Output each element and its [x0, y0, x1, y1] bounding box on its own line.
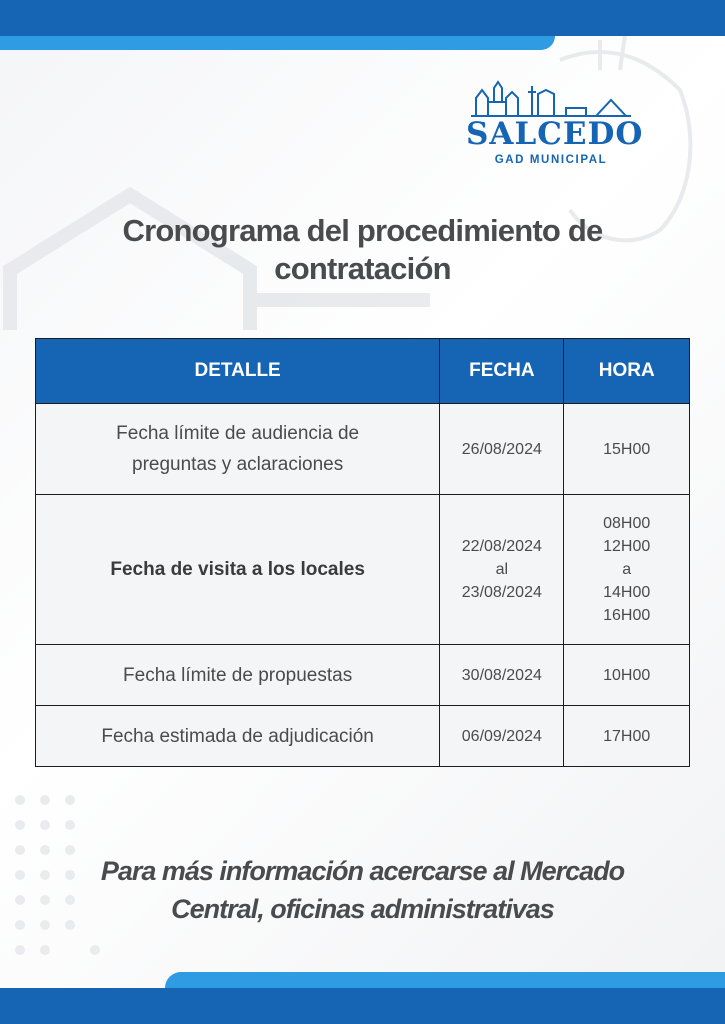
page-title-line-1: Cronograma del procedimiento de — [122, 213, 603, 248]
hora-line: 14H00 — [603, 584, 651, 601]
detalle-cell: Fecha límite de propuestas — [36, 645, 440, 706]
logo-wordmark: SALCEDO — [466, 116, 644, 152]
detalle-cell: Fecha de visita a los locales — [36, 495, 440, 645]
detalle-cell: Fecha estimada de adjudicación — [36, 706, 440, 767]
fecha-line: 22/08/2024 — [461, 538, 542, 555]
hora-cell: 10H00 — [564, 645, 690, 706]
fecha-cell — [440, 495, 564, 645]
page-title-line-2: contratación — [274, 251, 451, 286]
column-header-hora: HORA — [564, 339, 690, 404]
column-header-detalle: DETALLE — [36, 339, 440, 404]
hora-line: 16H00 — [603, 607, 651, 624]
logo-subtitle: GAD MUNICIPAL — [494, 154, 608, 166]
table-row — [36, 645, 690, 706]
schedule-table — [35, 338, 690, 767]
footer-note-line-2: Central, oficinas administrativas — [171, 894, 554, 924]
hora-cell: 17H00 — [564, 706, 690, 767]
detalle-cell: Fecha límite de audiencia de preguntas y aclaraciones — [36, 404, 440, 495]
salcedo-logo — [466, 78, 644, 170]
fecha-cell: 26/08/2024 — [440, 404, 564, 495]
hora-line: 08H00 — [603, 515, 651, 532]
footer-note — [60, 852, 665, 928]
hora-line: 12H00 — [603, 538, 651, 555]
footer-note-line-1: Para más información acercarse al Mercado — [100, 856, 625, 886]
city-skyline-icon — [466, 78, 636, 118]
table-row — [36, 495, 690, 645]
fecha-line: 23/08/2024 — [461, 584, 542, 601]
bottom-blue-band — [0, 988, 725, 1024]
column-header-fecha: FECHA — [440, 339, 564, 404]
fecha-line: al — [495, 561, 509, 578]
top-blue-band — [0, 0, 725, 36]
hora-cell: 15H00 — [564, 404, 690, 495]
fecha-cell: 06/09/2024 — [440, 706, 564, 767]
table-header-row — [36, 339, 690, 404]
hora-line: a — [622, 561, 632, 578]
fecha-cell: 30/08/2024 — [440, 645, 564, 706]
hora-cell — [564, 495, 690, 645]
top-light-blue-band — [0, 36, 555, 50]
table-row — [36, 706, 690, 767]
table-row — [36, 404, 690, 495]
page-title — [60, 212, 665, 288]
